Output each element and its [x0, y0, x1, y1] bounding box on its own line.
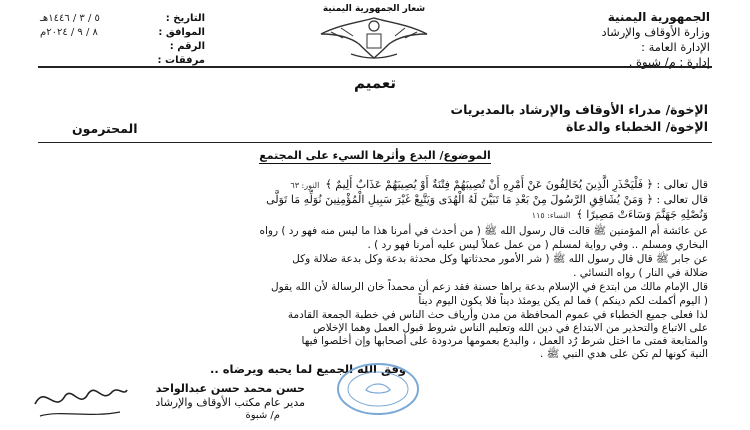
instruction-line-2: على الاتباع والتحذير من الابتداع في دين الله وتعليم الناس شروط قبول العمل وهما الإخلاص — [313, 322, 708, 334]
handwritten-signature-icon — [30, 374, 130, 424]
hadith-2-line-2: ضلالة في النار ) رواه النسائي . — [573, 267, 708, 279]
header-divider — [38, 66, 712, 68]
corresponding-label: الموافق : — [158, 27, 205, 38]
document-title: تعميم — [353, 74, 397, 92]
meta-date-row — [40, 12, 205, 26]
malik-quote-line-2: ( اليوم أكملت لكم دينكم ) فما لم يكن يومئذ ديناً فلا يكون اليوم ديناً — [418, 295, 708, 307]
respected-label: المحترمون — [72, 121, 138, 136]
emblem-caption: شعار الجمهورية اليمنية — [322, 4, 426, 14]
document-meta — [40, 12, 205, 68]
meta-number-row — [40, 40, 205, 54]
instruction-line-4: النية كونها لم تكن على هدي النبي ﷺ . — [539, 348, 708, 360]
subject-line — [0, 149, 750, 162]
ministry-header — [601, 10, 710, 70]
addressee-preachers: الإخوة/ الخطباء والدعاة — [565, 119, 708, 134]
verse-2-text: وَنُصْلِهِ جَهَنَّمَ وَسَاءَتْ مَصِيرًا ﴾ — [576, 208, 708, 221]
official-stamp-icon — [333, 360, 423, 418]
verse-2-reference: النساء: ١١٥ — [531, 211, 571, 220]
date-value: ٥ / ٣ / ١٤٤٦هـ — [40, 13, 100, 24]
subject-text: الموضوع/ البدع وأثرها السيء على المجتمع — [259, 149, 491, 162]
corresponding-value: ٨ / ٩ / ٢٠٢٤م — [40, 27, 98, 38]
verse-2-line-1: قال تعالى : ﴿ وَمَنْ يُشَاقِقِ الرَّسُولَ مِنْ بَعْدِ مَا تَبَيَّنَ لَهُ الْهُدَى وَيَتَّبِعْ غَيْرَ سَبِيلِ الْمُؤْمِنِينَ نُوَلِّهِ مَا تَوَلَّى — [266, 193, 708, 206]
hadith-1-line-2: البخاري ومسلم .. وفي رواية لمسلم ( من عمل عملاً ليس عليه أمرنا فهو رد ) . — [367, 239, 708, 251]
malik-quote-line-1: قال الإمام مالك من ابتدع في الإسلام بدعة يراها حسنة فقد زعم أن محمداً خان الرسالة لأن الله يقول — [270, 281, 708, 293]
verse-1-text: قال تعالى : ﴿ فَلْيَحْذَرِ الَّذِينَ يُخَالِفُونَ عَنْ أَمْرِهِ أَنْ تُصِيبَهُمْ فِتْنَةٌ أَوْ يُصِيبَهُمْ عَذَابٌ أَلِيمٌ ﴾ — [325, 178, 708, 191]
hadith-2-line-1: عن جابر ﷺ قال قال رسول الله ﷺ ( شر الأمور محدثاتها وكل محدثة بدعة وكل بدعة ضلالة وكل — [292, 253, 708, 265]
attachments-label: مرفقات : — [157, 55, 205, 66]
addressee-directors: الإخوة/ مدراء الأوقاف والإرشاد بالمديريات — [450, 102, 708, 117]
signatory-title: مدير عام مكتب الأوقاف والإرشاد — [155, 396, 305, 409]
ministry-name: وزارة الأوقاف والإرشاد — [601, 25, 710, 39]
signatory-location: م/ شبوة — [245, 410, 280, 421]
closing-line: وفق الله الجميع لما يحبه ويرضاه .. — [210, 362, 406, 376]
number-label: الرقم : — [169, 41, 205, 52]
verse-1-reference: النور: ٦٣ — [290, 181, 320, 190]
instruction-line-3: والمتابعة فمتى ما اختل شرط رُد العمل ، والبدع بعمومها مردودة على أصحابها وإن أخلصوا فيها — [301, 335, 708, 347]
verse-1 — [290, 178, 708, 192]
signatory-name: حسن محمد حسن عبدالواحد — [155, 382, 305, 395]
general-administration: الإدارة العامة : — [641, 40, 710, 54]
date-label: التاريخ : — [165, 13, 205, 24]
hadith-1-line-1: عن عائشة أم المؤمنين ﷺ قالت قال رسول الله ﷺ ( من أحدث في أمرنا هذا ما ليس منه فهو رد ) رواه — [259, 225, 708, 237]
republic-name: الجمهورية اليمنية — [607, 10, 710, 24]
meta-corresponding-row — [40, 26, 205, 40]
verse-2-line-2 — [532, 208, 708, 222]
address-divider — [38, 142, 712, 143]
instruction-line-1: لذا فعلى جميع الخطباء في عموم المحافظة من مدن وأرياف حث الناس في خطبة الجمعة القادمة — [287, 309, 708, 321]
administration-office: إدارة : م/ شبوة . — [628, 55, 710, 69]
